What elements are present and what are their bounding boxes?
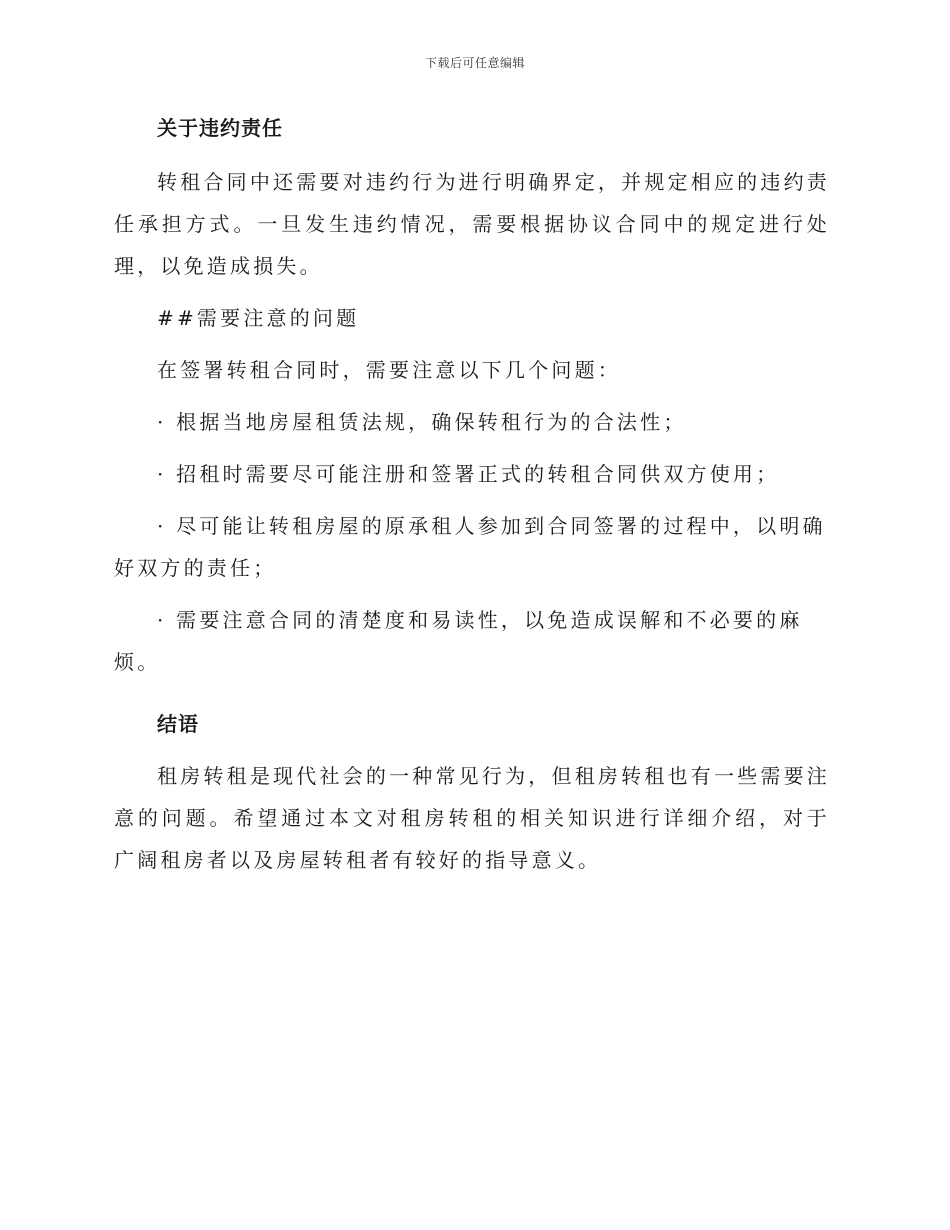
section-heading-conclusion: 结语 — [157, 712, 199, 736]
list-item: · 根据当地房屋租赁法规，确保转租行为的合法性； — [157, 410, 687, 434]
list-item: · 尽可能让转租房屋的原承租人参加到合同签署的过程中，以明确好双方的责任； — [114, 514, 826, 580]
section-heading-breach-liability: 关于违约责任 — [157, 116, 283, 140]
document-body — [114, 113, 830, 881]
subheading-notes: ##需要注意的问题 — [157, 306, 360, 330]
list-item: · 需要注意合同的清楚度和易读性，以免造成误解和不必要的麻烦。 — [114, 608, 803, 674]
list-item: · 招租时需要尽可能注册和签署正式的转租合同供双方使用； — [157, 462, 780, 486]
paragraph-notes-intro: 在签署转租合同时，需要注意以下几个问题： — [157, 358, 621, 382]
paragraph-conclusion: 租房转租是现代社会的一种常见行为，但租房转租也有一些需要注意的问题。希望通过本文对租房转租的相关知识进行详细介绍，对于广阔租房者以及房屋转租者有较好的指导意义。 — [114, 764, 830, 872]
paragraph-breach-liability: 转租合同中还需要对违约行为进行明确界定，并规定相应的违约责任承担方式。一旦发生违约情况，需要根据协议合同中的规定进行处理，以免造成损失。 — [114, 170, 830, 278]
page-header: 下载后可任意编辑 — [424, 56, 525, 70]
